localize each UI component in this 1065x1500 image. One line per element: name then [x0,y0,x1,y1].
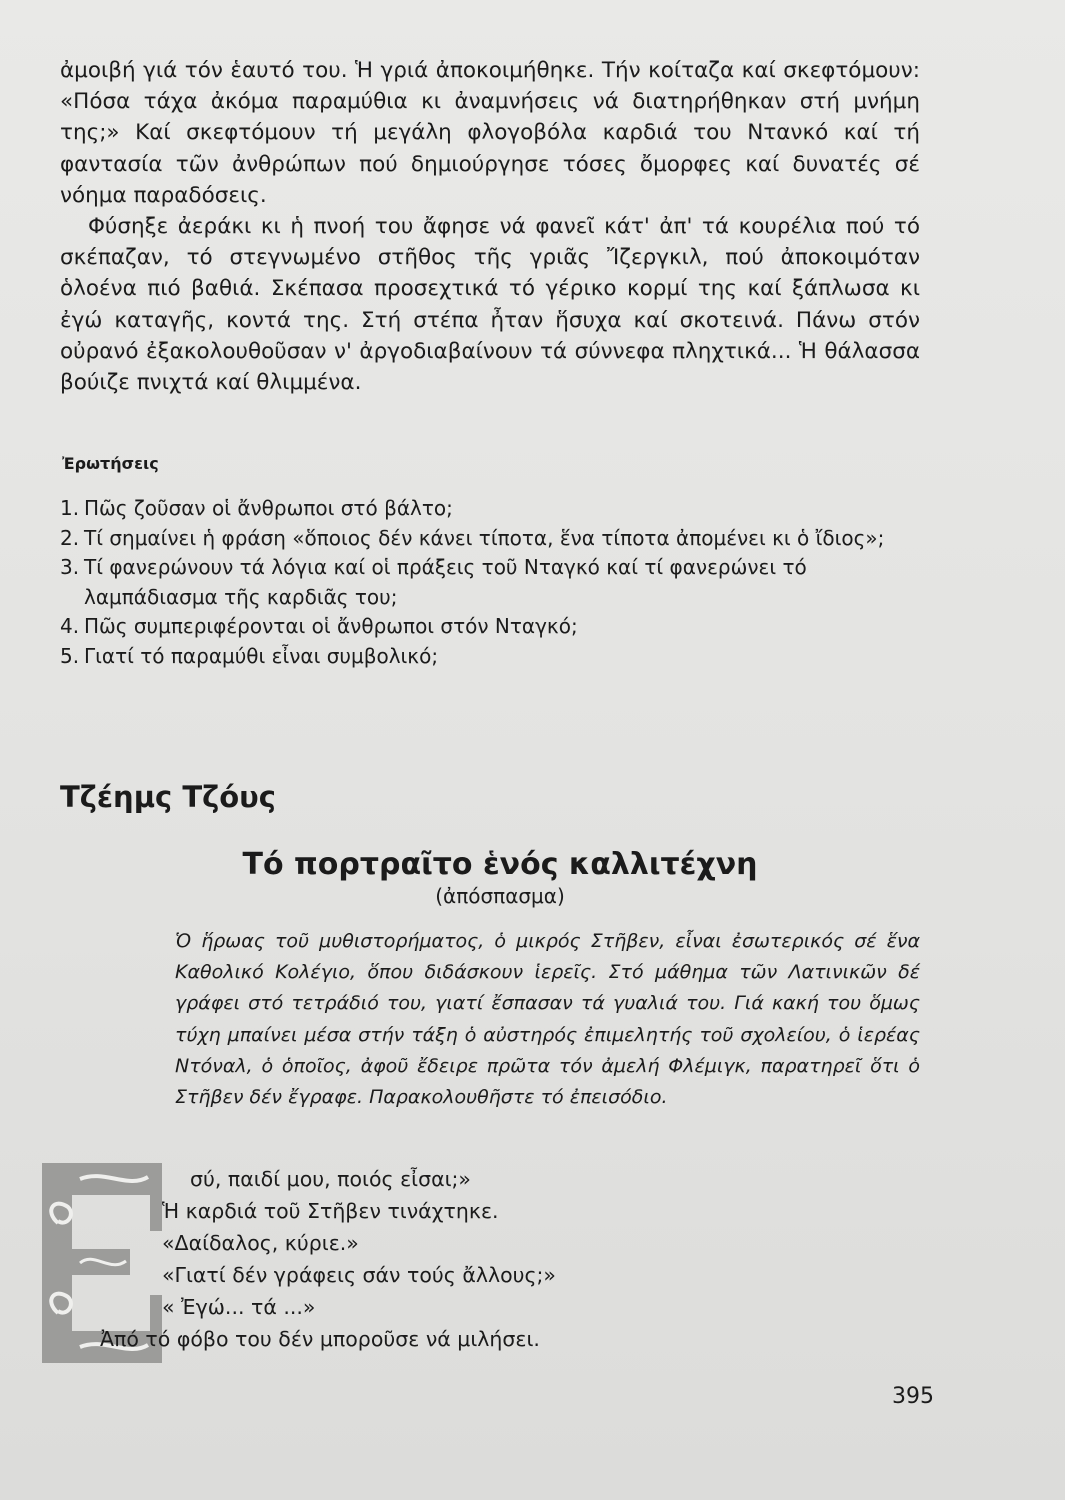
page-number: 395 [892,1384,934,1409]
question-number: 4. [60,614,80,638]
paragraph-1: ἀμοιβή γιά τόν ἑαυτό του. Ἡ γριά ἀποκοιμήθηκε. Τήν κοίταζα καί σκεφτόμουν: «Πόσα τάχα ἀκόμα παραμύθια κι ἀναμνήσεις νά διατηρήθηκαν στή μνήμη της;» Καί σκεφτόμουν τή μεγάλη φλογοβόλα καρδιά του Ντανκό καί τή φαντασία τῶν ἀνθρώπων πού δημιούργησε τόσες ὄμορφες καί δυνατές σέ νόημα παραδόσεις. [60,58,920,208]
intro-paragraph: Ὁ ἥρωας τοῦ μυθιστορήματος, ὁ μικρός Στῆβεν, εἶναι ἐσωτερικός σέ ἕνα Καθολικό Κολέγιο, ὅπου διδάσκουν ἱερεῖς. Στό μάθημα τῶν Λατινικῶν δέ γράφει στό τετράδιό του, γιατί ἔσπασαν τά γυαλιά του. Γιά κακή του ὅμως τύχη μπαίνει μέσα στήν τάξη ὁ αὐστηρός ἐπιμελητής τοῦ σχολείου, ὁ ἱερέας Ντόναλ, ὁ ὁποῖος, ἀφοῦ ἔδειρε πρῶτα τόν ἀμελή Φλέμιγκ, παρατηρεῖ ὅτι ὁ Στῆβεν δέν ἔγραφε. Παρακολουθῆστε τό ἐπεισόδιο. [175,930,920,1109]
work-subtitle: (ἀπόσπασμα) [435,884,565,908]
question-number: 3. [60,555,80,579]
dialogue-line: Ἡ καρδιά τοῦ Στῆβεν τινάχτηκε. [162,1199,499,1223]
question-number: 5. [60,643,80,668]
dialogue-line: σύ, παιδί μου, ποιός εἶσαι;» [190,1167,471,1191]
question-text: Τί φανερώνουν τά λόγια καί οἱ πράξεις τοῦ Νταγκό καί τί φανερώνει τό λαμπάδιασμα τῆς καρδιᾶς του; [84,555,807,609]
question-item [60,524,920,554]
question-text: Γιατί τό παραμύθι εἶναι συμβολικό; [84,643,439,668]
questions-list [60,494,920,671]
dialogue-line: Ἀπό τό φόβο του δέν μποροῦσε νά μιλήσει. [100,1327,540,1351]
dialogue-line: «Γιατί δέν γράφεις σάν τούς ἄλλους;» [162,1263,556,1287]
questions-heading: Ἐρωτήσεις [62,454,159,473]
question-number: 1. [60,496,80,520]
question-text: Πῶς συμπεριφέρονται οἱ ἄνθρωποι στόν Νταγκό; [84,614,578,638]
work-title: Τό πορτραῖτο ἑνός καλλιτέχνη [242,847,758,882]
dialogue-line: «Δαίδαλος, κύριε.» [162,1231,359,1255]
dialogue-line: « Ἐγώ... τά ...» [162,1295,316,1319]
question-text: Πῶς ζοῦσαν οἱ ἄνθρωποι στό βάλτο; [84,496,453,520]
question-number: 2. [60,525,80,550]
question-item [60,642,920,672]
dialogue-excerpt [100,1163,922,1355]
question-text: Τί σημαίνει ἡ φράση «ὅποιος δέν κάνει τίποτα, ἕνα τίποτα ἀπομένει κι ὁ ἴδιος»; [84,525,885,550]
question-item [60,494,920,524]
author-heading: Τζέημς Τζόυς [60,780,276,814]
paragraph-2: Φύσηξε ἀεράκι κι ἡ πνοή του ἄφησε νά φανεῖ κάτ' ἀπ' τά κουρέλια πού τό σκέπαζαν, τό στεγνωμένο στῆθος τῆς γριᾶς Ἴζεργκιλ, πού ἀποκοιμόταν ὁλοένα πιό βαθιά. Σκέπασα προσεχτικά τό γέρικο κορμί της καί ξάπλωσα κι ἐγώ καταγῆς, κοντά της. Στή στέπα ἦταν ἥσυχα καί σκοτεινά. Πάνω στόν οὐρανό ἐξακολουθοῦσαν ν' ἀργοδιαβαίνουν τά σύννεφα πληχτικά... Ἡ θάλασσα βούιζε πνιχτά καί θλιμμένα. [60,214,920,396]
question-item [60,553,920,612]
question-item [60,612,920,642]
story-ending [60,55,920,398]
